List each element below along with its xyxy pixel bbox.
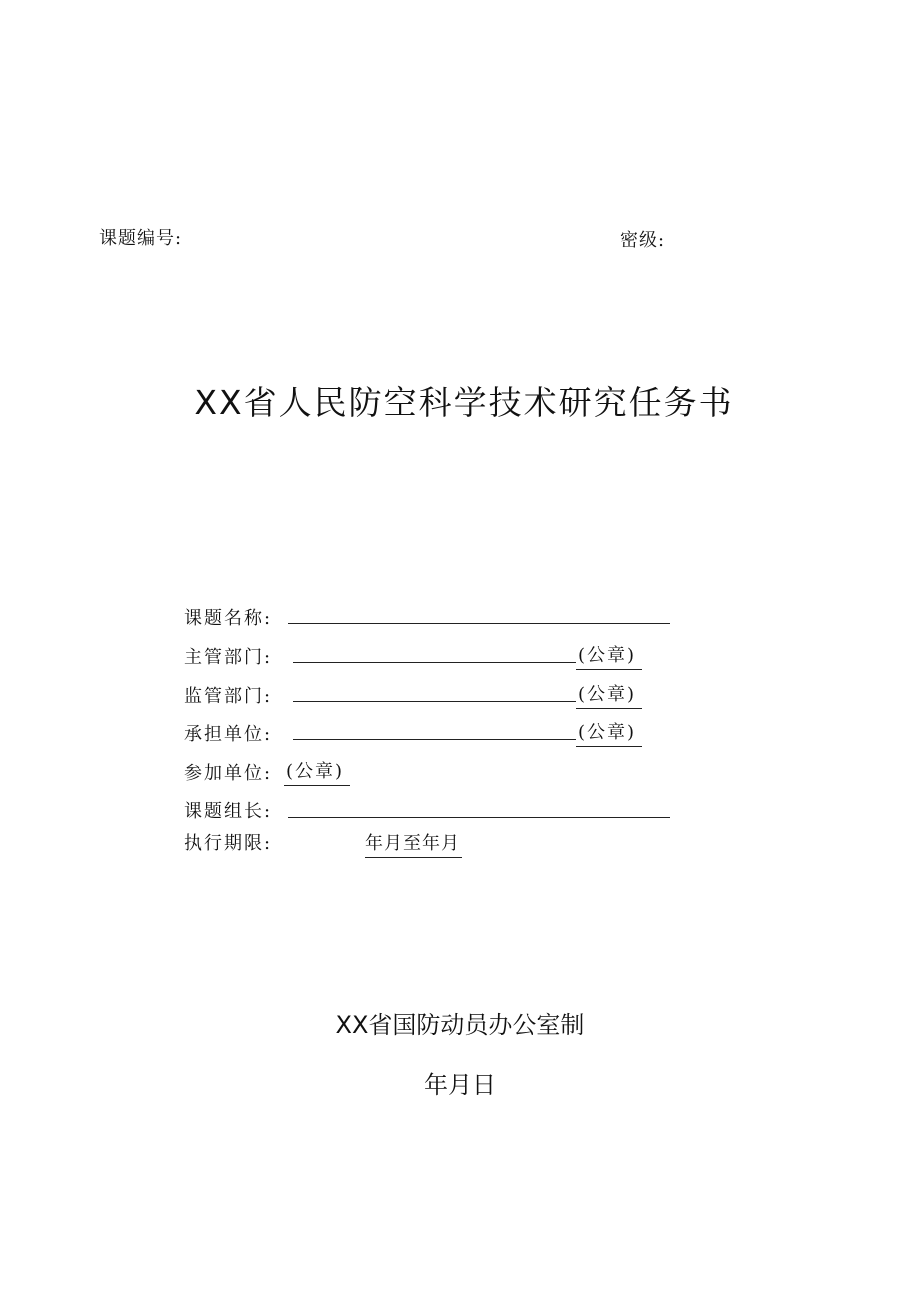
undertaking-unit-blank[interactable] [293,739,576,740]
project-name-label: 课题名称: [184,608,273,629]
participating-unit-seal: (公章) [284,757,350,786]
project-code-label: 课题编号: [99,228,183,249]
issue-date: 年月日 [424,1071,496,1099]
team-leader-label: 课题组长: [184,801,273,822]
monitoring-dept-blank[interactable] [293,701,576,702]
security-level-label: 密级: [620,230,666,251]
supervising-dept-blank[interactable] [293,662,576,663]
participating-unit-label: 参加单位: [184,763,273,784]
execution-period-label: 执行期限: [184,833,273,854]
execution-period-value: 年月至年月 [365,829,462,858]
team-leader-blank[interactable] [288,817,670,818]
issuer-text: XX省国防动员办公室制 [335,1011,585,1039]
document-title: XX省人民防空科学技术研究任务书 [194,383,734,422]
monitoring-dept-seal: (公章) [576,680,642,709]
supervising-dept-label: 主管部门: [184,647,273,668]
project-name-blank[interactable] [288,623,670,624]
supervising-dept-seal: (公章) [576,641,642,670]
monitoring-dept-label: 监管部门: [184,686,273,707]
undertaking-unit-seal: (公章) [576,718,642,747]
undertaking-unit-label: 承担单位: [184,724,273,745]
